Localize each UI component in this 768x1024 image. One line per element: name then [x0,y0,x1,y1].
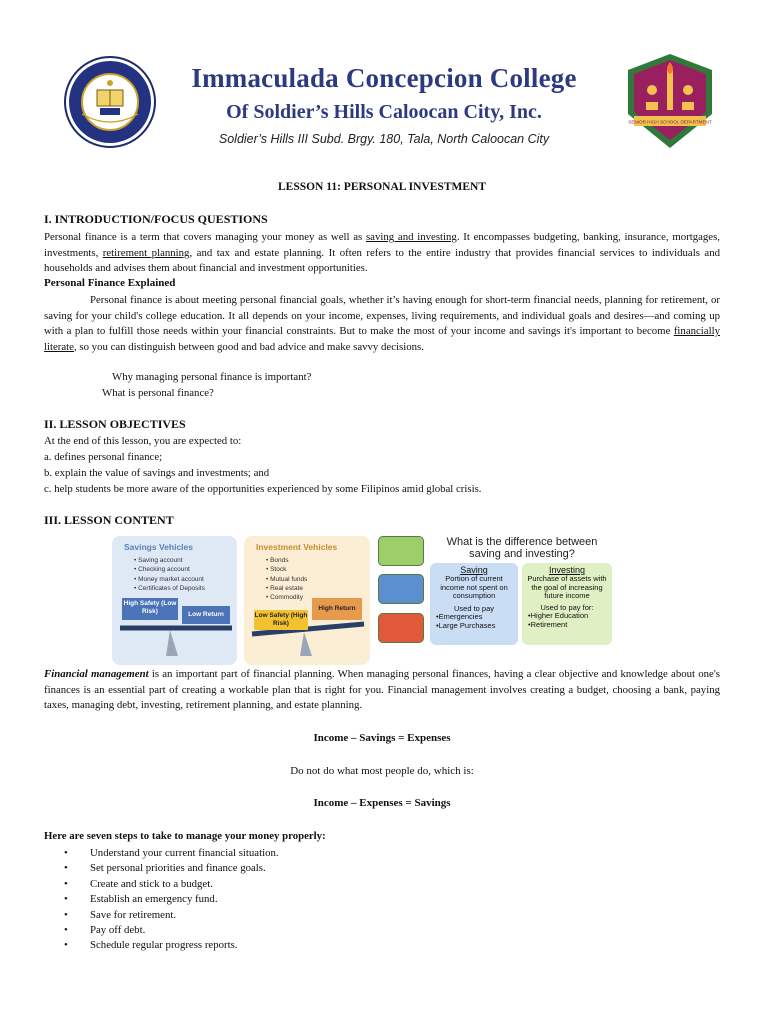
step-text: Create and stick to a budget. [90,877,213,890]
low-safety-tag: Low Safety (High Risk) [254,612,308,627]
objective-b: b. explain the value of savings and investments; and [44,467,270,479]
savings-item: • Certificates of Deposits [134,584,205,593]
explained-text-2: , so you can distinguish between good and bad advice and make savvy decisions. [73,340,424,353]
financially-literate-link[interactable]: financially literate [44,325,720,353]
college-seal-logo [64,56,156,148]
explained-paragraph [44,293,720,355]
step-text: Schedule regular progress reports. [90,939,238,952]
intro-text-3: , and tax and estate planning. It often refers to the entire industry that provides financial services to individuals and households and advises them about financial and investment opportunities. [44,246,720,275]
objective-c: c. help students be more aware of the opportunities experienced by some Filipinos amid global crisis. [44,483,482,495]
financial-management-paragraph [44,667,720,714]
investment-item: • Commodity [266,593,307,602]
list-item: • Understand your current financial situation. [64,847,279,859]
list-item: • Schedule regular progress reports. [64,939,238,952]
objectives-lead: At the end of this lesson, you are expected to: [44,435,242,447]
investment-vehicles-title: Investment Vehicles [256,542,338,552]
subheading-personal-finance-explained: Personal Finance Explained [44,277,176,289]
investment-hand-icon [378,613,424,643]
steps-list [64,846,279,954]
investing-use-item: •Higher Education [528,611,589,621]
section-heading-objectives: II. LESSON OBJECTIVES [44,417,186,431]
savings-item: • Money market account [134,575,205,584]
investment-seesaw-graphic [244,536,370,665]
savings-vehicles-figure [112,536,237,665]
saving-hand-icon [378,574,424,604]
difference-title: What is the difference between saving and investing? [446,536,598,560]
college-name: Immaculada Concepcion College [191,63,577,93]
saving-and-investing-link[interactable]: saving and investing [365,231,457,243]
retirement-planning-link[interactable]: retirement planning [102,246,190,259]
investment-item: • Bonds [266,556,307,565]
formula-note: Do not do what most people do, which is: [290,765,474,777]
step-text: Save for retirement. [90,908,177,921]
intro-text-2: . It encompasses budgeting, banking, insurance, mortgages, investments, [44,231,721,259]
list-item: • Pay off debt. [64,924,146,937]
step-text: Understand your current financial situation. [90,847,279,859]
investment-item: • Stock [266,565,307,574]
investing-title: Investing [548,565,586,575]
list-item: • Save for retirement. [64,908,177,921]
savings-item: • Saving account [134,556,205,565]
high-return-tag: High Return [318,605,356,612]
lesson-title: LESSON 11: PERSONAL INVESTMENT [277,181,486,193]
senior-high-department-logo [620,52,720,150]
saving-definition: Portion of current income not spent on consumption [440,574,508,601]
investing-definition: Purchase of assets with the goal of increasing future income [527,574,607,601]
saving-use-item: •Emergencies [436,612,483,622]
list-item: • Establish an emergency fund. [64,893,218,906]
step-text: Set personal priorities and finance goals. [90,862,266,875]
saving-title: Saving [460,565,488,575]
explained-text-1: Personal finance is about meeting personal financial goals, whether it’s having enough for short-term financial needs, planning for retirement, or saving for your child's college education. It all depends on your income, expenses, living requirements, and individual goals and desires—and coming up with a plan to fulfill those needs within your financial constraints. But to make the most of your income and savings it's important to become [44,294,720,338]
step-text: Establish an emergency fund. [90,893,218,906]
financial-management-term: Financial management [44,668,149,680]
investing-used-label: Used to pay for: [540,602,594,612]
financial-management-text: is an important part of financial planning. When managing personal finances, having a clear objective and knowledge about one's finances is an essential part of creating a workable plan that is right for you. Financial management involves creating a budget, choosing a bank, paying taxes, managing debt, investing, retirement planning, and estate planning. [44,668,720,712]
focus-question-2: What is personal finance? [102,387,214,399]
piggy-bank-icon [378,536,424,566]
focus-question-1: Why managing personal finance is important? [112,371,312,383]
college-subtitle: Of Soldier’s Hills Caloocan City, Inc. [226,101,542,123]
department-banner-text: SENIOR HIGH SCHOOL DEPARTMENT [628,119,712,125]
savings-item: • Checking account [134,565,205,574]
section-heading-content: III. LESSON CONTENT [44,513,174,527]
low-return-tag: Low Return [188,611,224,618]
list-item: • Create and stick to a budget. [64,877,213,890]
intro-text-1: Personal finance is a term that covers managing your money as well as [44,231,366,243]
formula-income-expenses-savings: Income – Expenses = Savings [313,797,451,809]
savings-vehicles-title: Savings Vehicles [124,542,193,552]
intro-paragraph [44,230,720,277]
saving-box [430,563,518,645]
section-heading-introduction: I. INTRODUCTION/FOCUS QUESTIONS [44,212,268,226]
saving-use-item: •Large Purchases [436,620,496,630]
investment-vehicles-figure [244,536,370,665]
saving-used-label: Used to pay [453,603,495,613]
high-safety-tag: High Safety (Low Risk) [123,600,177,615]
steps-heading: Here are seven steps to take to manage your money properly: [44,830,326,842]
formula-income-savings-expenses: Income – Savings = Expenses [313,732,451,744]
list-item: • Set personal priorities and finance goals. [64,862,266,875]
objective-a: a. defines personal finance; [44,451,163,463]
investment-item: • Mutual funds [266,575,307,584]
saving-vs-investing-figure [374,531,620,665]
investment-item: • Real estate [266,584,307,593]
college-address: Soldier’s Hills III Subd. Brgy. 180, Tala, North Caloocan City [218,132,550,146]
investing-use-item: •Retirement [528,619,568,629]
step-text: Pay off debt. [90,924,146,937]
investing-box [522,563,612,645]
